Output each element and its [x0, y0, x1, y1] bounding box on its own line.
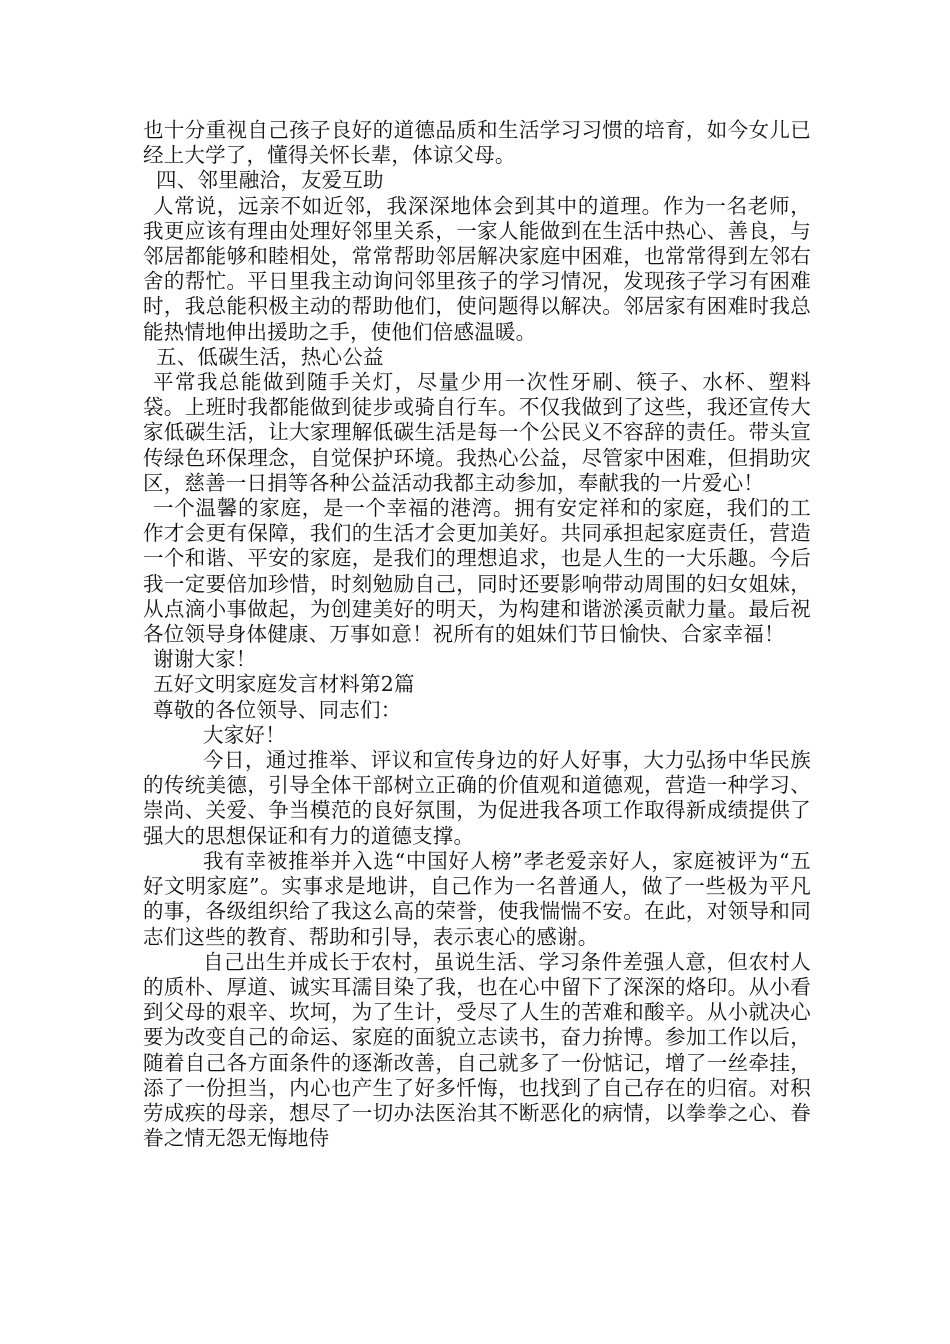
salutation: 尊敬的各位领导、同志们： — [153, 697, 402, 722]
document-page — [143, 118, 811, 1151]
paragraph: 人常说，远亲不如近邻，我深深地体会到其中的道理。作为一名老师，我更应该有理由处理好邻里关系，一家人能做到在生活中热心、善良，与邻居都能够和睦相处，常常帮助邻居解决家庭中困难，也常常得到左邻右舍的帮忙。平日里我主动询问邻里孩子的学习情况，发现孩子学习有困难时，我总能积极主动的帮助他们，使问题得以解决。邻居家有困难时我总能热情地伸出援助之手，使他们倍感温暖。 — [143, 193, 811, 344]
paragraph: 自己出生并成长于农村，虽说生活、学习条件差强人意，但农村人的质朴、厚道、诚实耳濡目染了我，也在心中留下了深深的烙印。从小看到父母的艰辛、坎坷，为了生计，受尽了人生的苦难和酸辛。从小就决心要为改变自己的命运、家庭的面貌立志读书，奋力拚博。参加工作以后，随着自己各方面条件的逐渐改善，自己就多了一份惦记，增了一丝牵挂，添了一份担当，内心也产生了好多忏悔，也找到了自己存在的归宿。对积劳成疾的母亲，想尽了一切办法医治其不断恶化的病情，以拳拳之心、眷眷之情无怨无悔地侍 — [143, 949, 811, 1151]
paragraph: 平常我总能做到随手关灯，尽量少用一次性牙刷、筷子、水杯、塑料袋。上班时我都能做到徒步或骑自行车。不仅我做到了这些，我还宣传大家低碳生活，让大家理解低碳生活是每一个公民义不容辞的责任。带头宣传绿色环保理念，自觉保护环境。我热心公益，尽管家中困难，但捐助灾区，慈善一日捐等各种公益活动我都主动参加，奉献我的一片爱心！ — [143, 370, 811, 495]
section-heading: 四、邻里融洽，友爱互助 — [156, 168, 384, 193]
document-title: 五好文明家庭发言材料第2篇 — [153, 672, 415, 697]
section-heading: 五、低碳生活，热心公益 — [156, 344, 384, 369]
paragraph: 一个温馨的家庭，是一个幸福的港湾。拥有安定祥和的家庭，我们的工作才会更有保障，我们的生活才会更加美好。共同承担起家庭责任，营造一个和谐、平安的家庭，是我们的理想追求，也是人生的一大乐趣。今后我一定要倍加珍惜，时刻勉励自己，同时还要影响带动周围的妇女姐妹，从点滴小事做起，为创建美好的明天，为构建和谐淤溪贡献力量。最后祝各位领导身体健康、万事如意！祝所有的姐妹们节日愉快、合家幸福！ — [143, 496, 811, 647]
paragraph: 今日，通过推举、评议和宣传身边的好人好事，大力弘扬中华民族的传统美德，引导全体干部树立正确的价值观和道德观，营造一种学习、崇尚、关爱、争当模范的良好氛围，为促进我各项工作取得新成绩提供了强大的思想保证和有力的道德支撑。 — [143, 748, 811, 848]
closing-line: 谢谢大家！ — [153, 647, 257, 672]
paragraph: 我有幸被推举并入选“中国好人榜”孝老爱亲好人，家庭被评为“五好文明家庭”。实事求是地讲，自己作为一名普通人，做了一些极为平凡的事，各级组织给了我这么高的荣誉，使我惴惴不安。在此，对领导和同志们这些的教育、帮助和引导，表示衷心的感谢。 — [143, 848, 811, 949]
paragraph: 也十分重视自己孩子良好的道德品质和生活学习习惯的培育，如今女儿已经上大学了，懂得关怀长辈，体谅父母。 — [143, 118, 811, 168]
greeting: 大家好！ — [203, 722, 286, 747]
